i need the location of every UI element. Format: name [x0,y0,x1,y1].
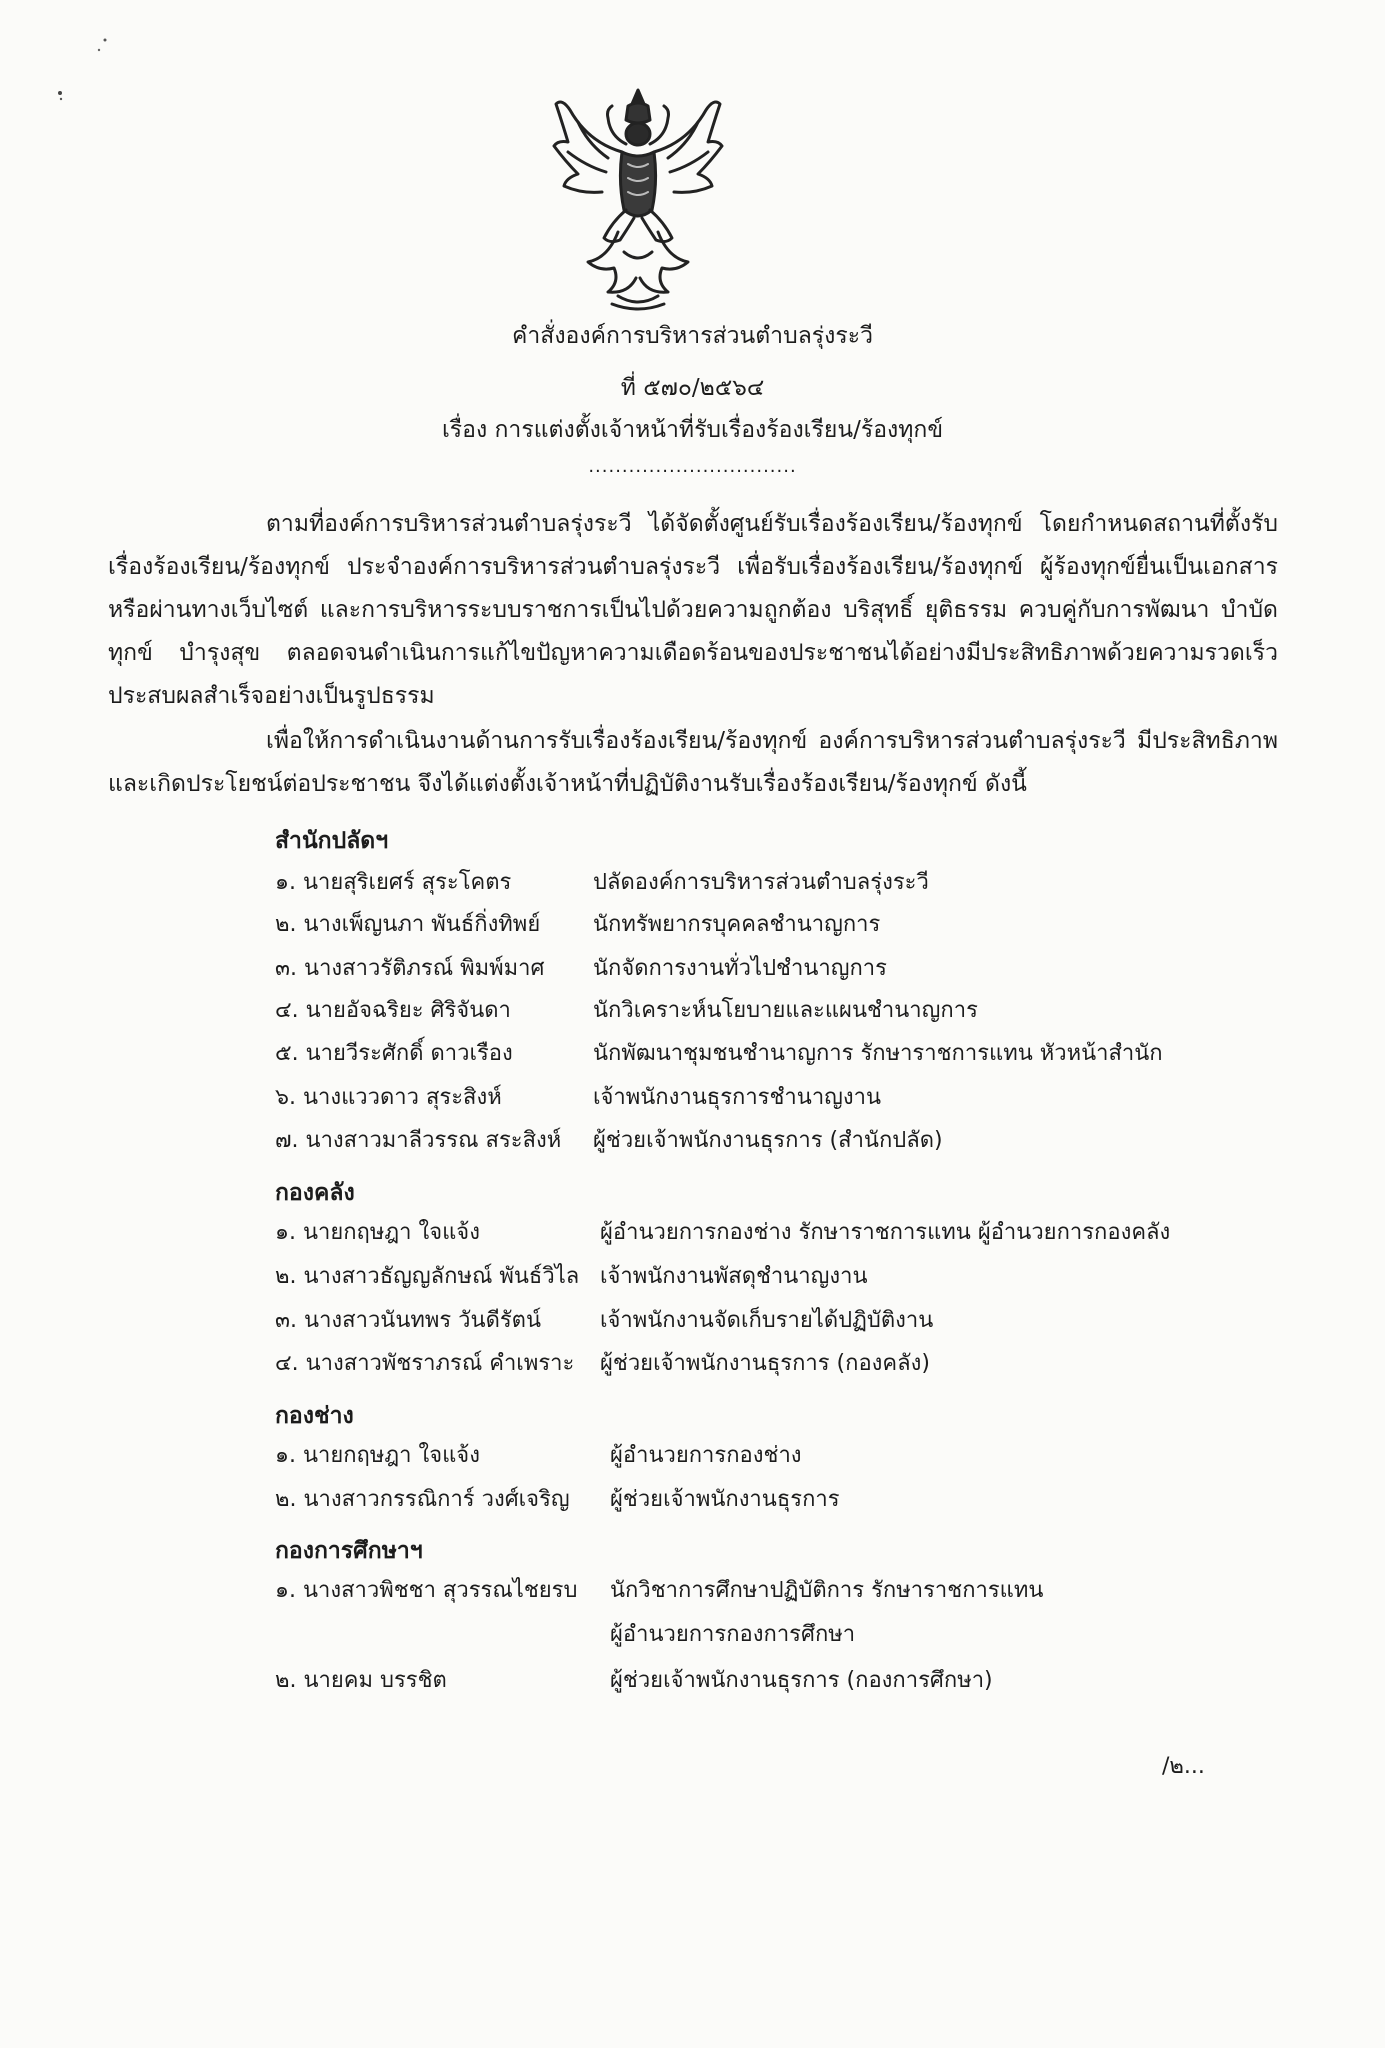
person-name: ๑. นายกฤษฎา ใจแจ้ง [275,1220,480,1245]
person-name: ๕. นายวีระศักดิ์ ดาวเรือง [275,1041,513,1066]
person-role: ปลัดองค์การบริหารส่วนตำบลรุ่งระวี [593,870,929,895]
person-role: ผู้อำนวยการกองช่าง รักษาราชการแทน ผู้อำนวยการกองคลัง [600,1220,1171,1245]
person-name: ๓. นางสาวรัติภรณ์ พิมพ์มาศ [275,956,545,981]
person-role: เจ้าพนักงานพัสดุชำนาญงาน [600,1264,868,1289]
person-name: ๒. นางสาวธัญญลักษณ์ พันธ์วิไล [275,1264,580,1289]
section-heading: กองการศึกษาฯ [275,1538,423,1564]
paragraph-2 [108,720,1278,806]
person-name: ๖. นางแววดาว สุระสิงห์ [275,1085,502,1110]
person-role: เจ้าพนักงานจัดเก็บรายได้ปฏิบัติงาน [600,1308,934,1333]
person-role: นักจัดการงานทั่วไปชำนาญการ [593,956,887,981]
person-role: นักพัฒนาชุมชนชำนาญการ รักษาราชการแทน หัวหน้าสำนัก [593,1041,1163,1066]
person-name: ๔. นางสาวพัชราภรณ์ คำเพราะ [275,1351,575,1376]
person-name: ๒. นางเพ็ญนภา พันธ์กิ่งทิพย์ [275,912,541,937]
person-role: นักวิชาการศึกษาปฏิบัติการ รักษาราชการแทน [610,1578,1044,1603]
person-name: ๒. นางสาวกรรณิการ์ วงศ์เจริญ [275,1487,570,1512]
order-subject: เรื่อง การแต่งตั้งเจ้าหน้าที่รับเรื่องร้องเรียน/ร้องทุกข์ [441,417,944,443]
person-role: ผู้อำนวยการกองช่าง [610,1443,802,1468]
person-role: นักวิเคราะห์นโยบายและแผนชำนาญการ [593,998,978,1023]
person-role: ผู้ช่วยเจ้าพนักงานธุรการ [610,1487,840,1512]
paragraph-1 [108,503,1278,718]
paragraph-2-text: เพื่อให้การดำเนินงานด้านการรับเรื่องร้องเรียน/ร้องทุกข์ องค์การบริหารส่วนตำบลรุ่งระวี มีประสิทธิภาพและเกิดประโยชน์ต่อประชาชน จึงได้แต่งตั้งเจ้าหน้าที่ปฏิบัติงานรับเรื่องร้องเรียน/ร้องทุกข์ ดังนี้ [108,728,1278,797]
person-role: เจ้าพนักงานธุรการชำนาญงาน [593,1085,882,1110]
person-name: ๑. นายกฤษฎา ใจแจ้ง [275,1443,480,1468]
section-heading: กองช่าง [275,1403,354,1429]
paragraph-1-text: ตามที่องค์การบริหารส่วนตำบลรุ่งระวี ได้จัดตั้งศูนย์รับเรื่องร้องเรียน/ร้องทุกข์ โดยกำหนดสถานที่ตั้งรับเรื่องร้องเรียน/ร้องทุกข์ ประจำองค์การบริหารส่วนตำบลรุ่งระวี เพื่อรับเรื่องร้องเรียน/ร้องทุกข์ ผู้ร้องทุกข์ยื่นเป็นเอกสารหรือผ่านทางเว็บไซต์ และการบริหารระบบราชการเป็นไปด้วยความถูกต้อง บริสุทธิ์ ยุติธรรม ควบคู่กับการพัฒนา บำบัดทุกข์ บำรุงสุข ตลอดจนดำเนินการแก้ไขปัญหาความเดือดร้อนของประชาชนได้อย่างมีประสิทธิภาพด้วยความรวดเร็วประสบผลสำเร็จอย่างเป็นรูปธรรม [108,511,1278,709]
person-name: ๗. นางสาวมาลีวรรณ สระสิงห์ [275,1128,562,1153]
person-name: ๓. นางสาวนันทพร วันดีรัตน์ [275,1308,542,1333]
garuda-emblem-icon [548,82,728,314]
person-role: ผู้ช่วยเจ้าพนักงานธุรการ (กองคลัง) [600,1351,930,1376]
scan-specks [55,35,115,105]
person-name: ๑. นายสุริเยศร์ สุระโคตร [275,870,512,895]
page-continuation-marker: /๒... [1162,1754,1205,1779]
order-title: คำสั่งองค์การบริหารส่วนตำบลรุ่งระวี [511,323,873,349]
order-number: ที่ ๕๗๐/๒๕๖๔ [620,375,765,401]
title-separator: ............................... [588,456,797,477]
person-name: ๑. นางสาวพิชชา สุวรรณไชยรบ [275,1578,578,1603]
person-role-continued: ผู้อำนวยการกองการศึกษา [610,1622,856,1647]
person-name: ๒. นายคม บรรชิต [275,1668,447,1693]
person-role: ผู้ช่วยเจ้าพนักงานธุรการ (สำนักปลัด) [593,1128,943,1153]
section-heading: สำนักปลัดฯ [275,828,389,854]
person-role: ผู้ช่วยเจ้าพนักงานธุรการ (กองการศึกษา) [610,1668,993,1693]
person-role: นักทรัพยากรบุคคลชำนาญการ [593,912,881,937]
person-name: ๔. นายอัจฉริยะ ศิริจันดา [275,998,511,1023]
section-heading: กองคลัง [275,1180,355,1206]
